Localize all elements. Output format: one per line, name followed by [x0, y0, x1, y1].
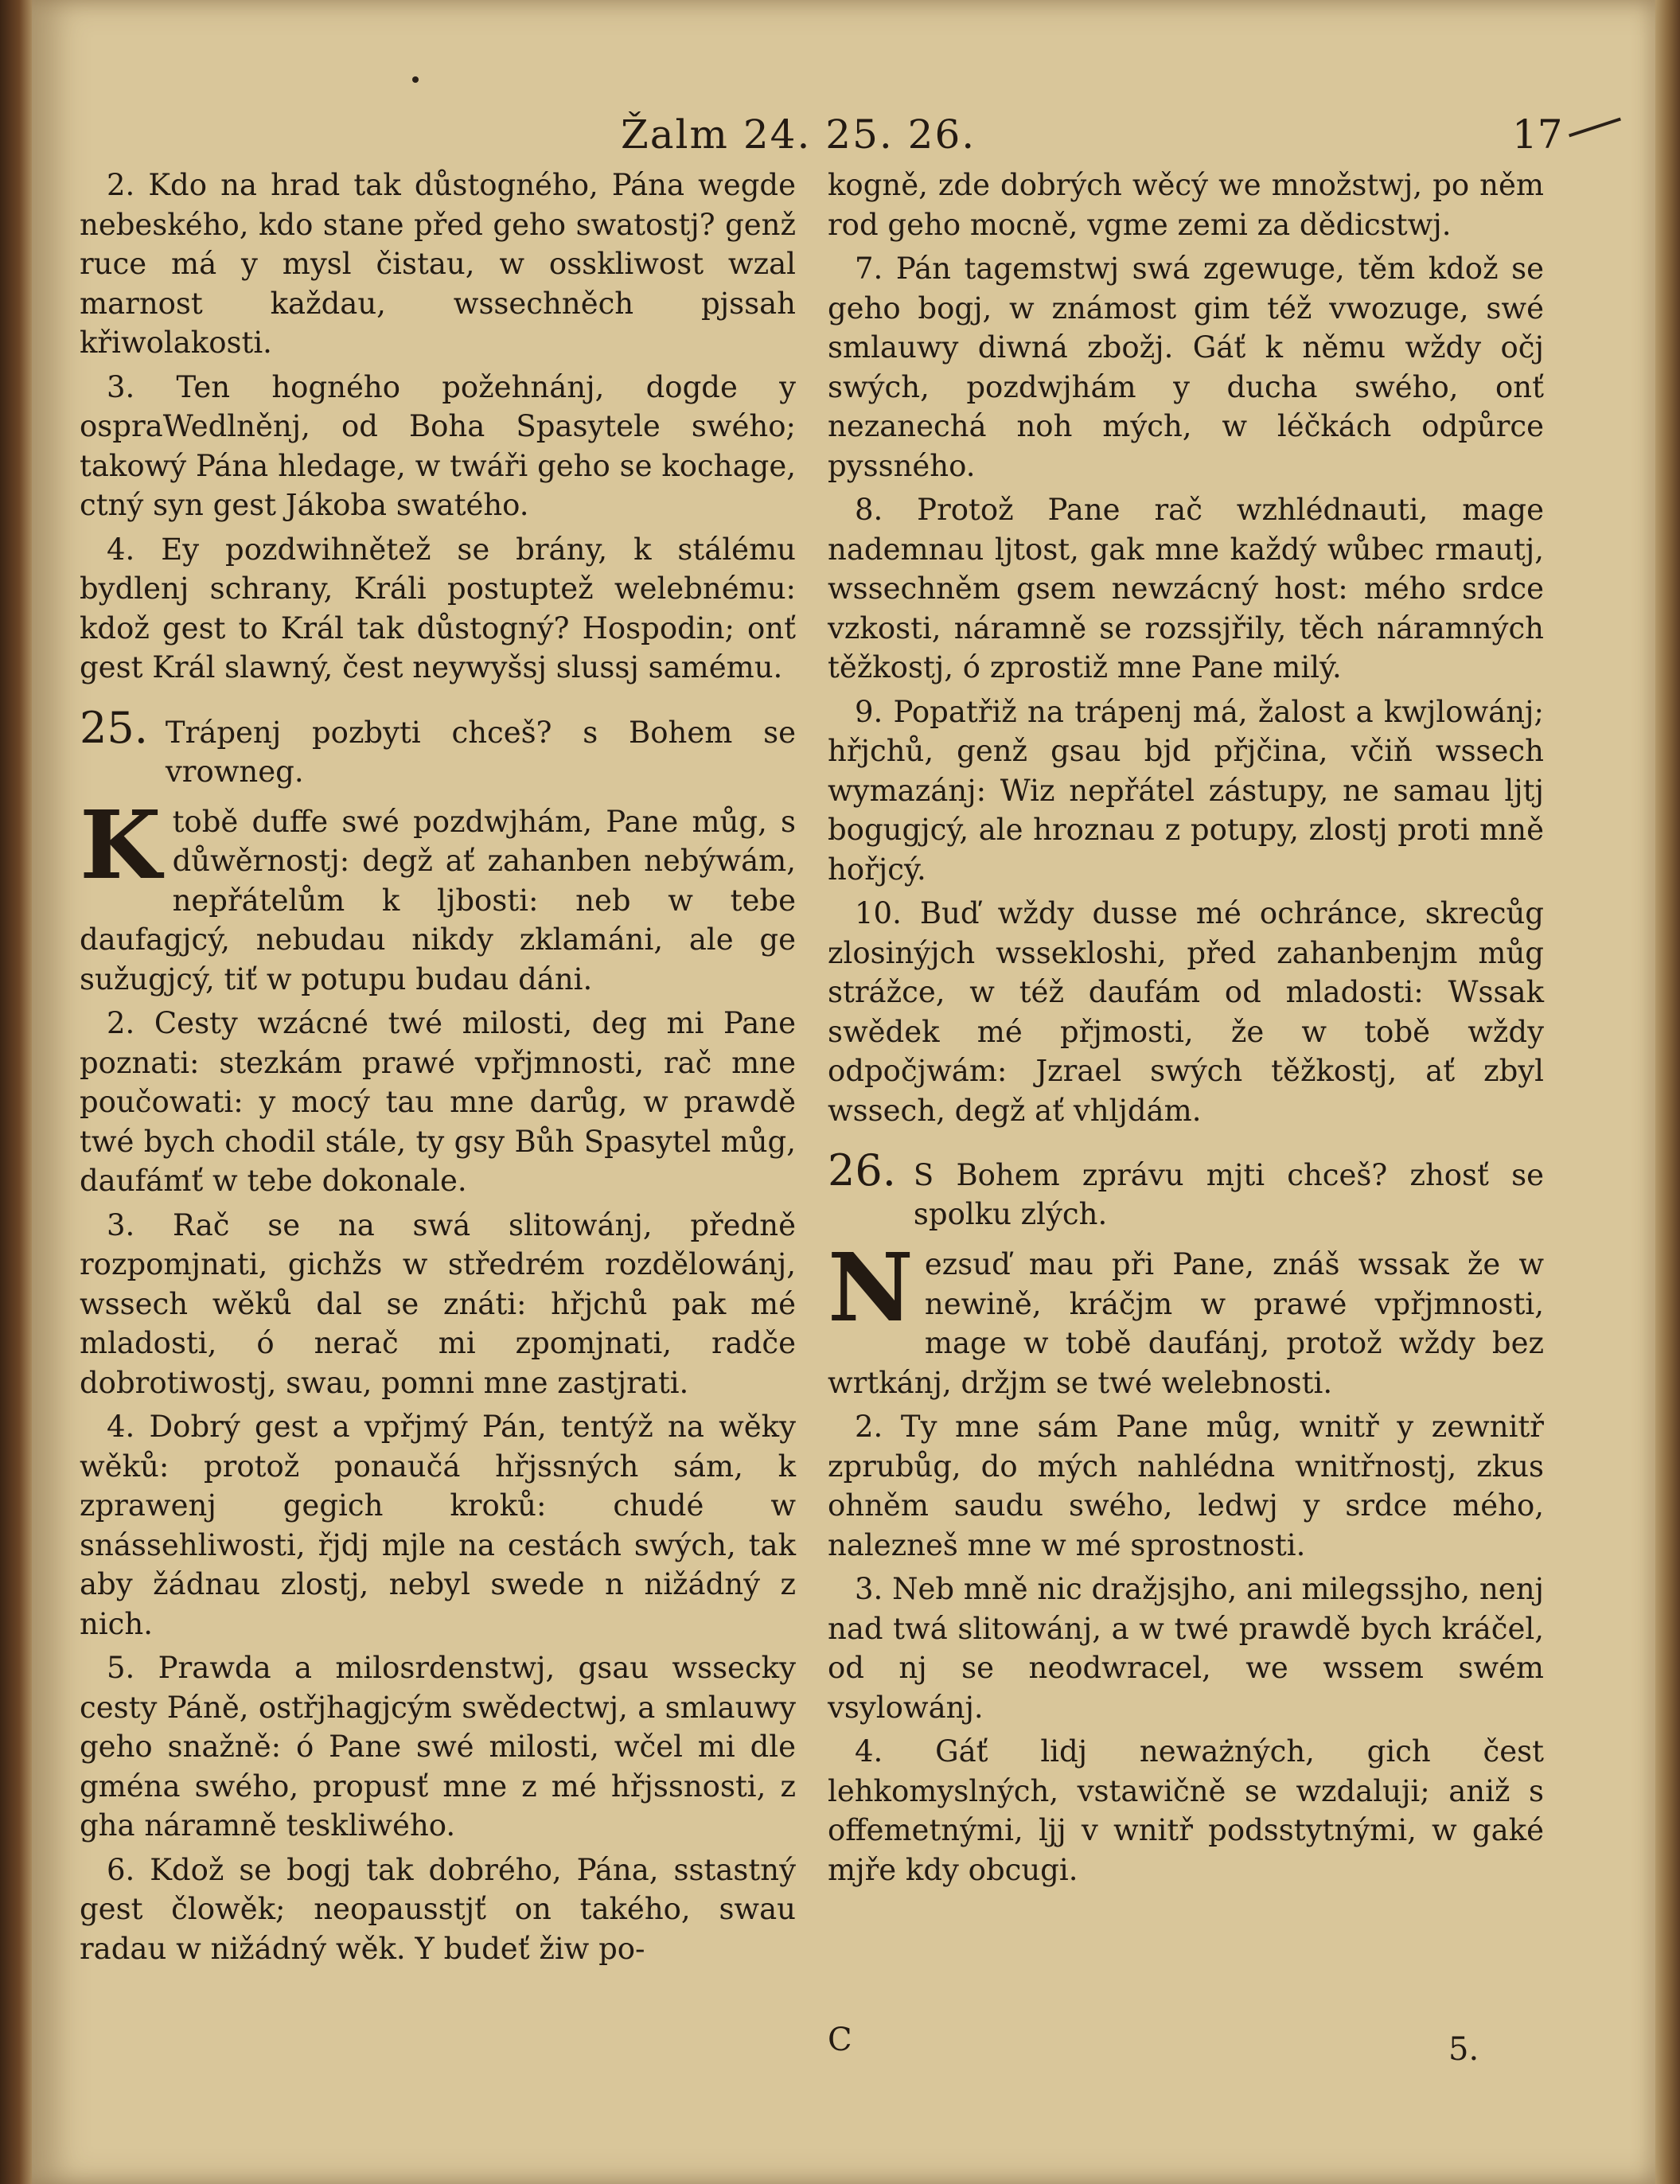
page-sheet — [32, 0, 1655, 2184]
psalm25-verse-4: 4. Dobrý gest a vpřjmý Pán, tentýž na wěky wěků: protož ponaučá hřjssných sám, k zprawenj gegich kroků: chudé w snássehliwosti, řjdj mjle na cestách swých, tak aby žádnau zlostj, nebyl swede n nižádný z nich. — [80, 1410, 796, 1641]
psalm26-verse-1-text: ezsuď mau při Pane, znáš wssak že w newině, kráčjm w prawé vpřjmnosti, mage w tobě daufánj, protož wždy bez wrtkánj, držjm se twé welebnosti. — [828, 1247, 1544, 1400]
running-head: Žalm 24. 25. 26. — [621, 111, 976, 158]
psalm26-verse-3: 3. Neb mně nic dražjsjho, ani milegssjho, nenj nad twá slitowánj, a w twé prawdě bych kráčel, od nj se neodwracel, we wssem swém vsylowánj. — [828, 1572, 1544, 1725]
psalm25-verse-9: 9. Popatřiž na trápenj má, žalost a kwjlowánj; hřjchů, genž gsau bjd přjčina, včiň wssech wymazánj: Wiz nepřátel zástupy, ne samau ljtj bogugjcý, ale hroznau z potupy, zlostj proti mně hořjcý. — [828, 694, 1544, 887]
psalm25-verse-2: 2. Cesty wzácné twé milosti, deg mi Pane poznati: stezkám prawé vpřjmnosti, rač mne poučowati: y mocý tau mne darůg, w prawdě twé bych chodil stále, ty gsy Bůh Spasytel můg, daufámť w tebe dokonale. — [80, 1006, 796, 1198]
psalm26-heading — [828, 1145, 1544, 1234]
left-column — [80, 166, 796, 1970]
psalm26-verse-1 — [828, 1232, 1544, 1402]
psalm25-number: 25. — [80, 702, 148, 753]
psalm25-dropcap: K — [80, 789, 162, 900]
psalm26-verse-4: 4. Gáť lidj neważných, gich čest lehkomyslných, vstawičně se wzdaluji; aniž s offemetnými, ljj v wnitř podsstytnými, w gaké mjře kdy obcugi. — [828, 1734, 1544, 1887]
page-number: 17 — [1512, 111, 1563, 158]
psalm25-heading — [80, 702, 796, 791]
psalm25-verse-1 — [80, 789, 796, 1000]
psalm25-verse-7: 7. Pán tagemstwj swá zgewuge, těm kdož se geho bogj, w známost gim též vwozuge, swé smlauwy diwná zbožj. Gáť k němu wždy očj swých, pozdwjhám y ducha swého, onť nezanechá noh mých, w léčkách odpůrce pyssného. — [828, 252, 1544, 483]
psalm24-verse-4: 4. Ey pozdwihnětež se brány, k stálému bydlenj schrany, Králi postuptež welebnému: kdož gest to Král tak důstogný? Hospodin; onť gest Král slawný, čest neywyšsj slussj samému. — [80, 532, 796, 684]
psalm25-verse-5: 5. Prawda a milosrdenstwj, gsau wssecky cesty Páně, ostřjhagjcým swědectwj, a smlauwy geho snažně: ó Pane swé milosti, wčel mi dle gména swého, propusť mne z mé hřjssnosti, z gha náramně teskliwého. — [80, 1651, 796, 1843]
catchword: 5. — [1448, 2031, 1479, 2068]
signature-mark: C — [828, 2022, 852, 2058]
psalm26-verse-2: 2. Ty mne sám Pane můg, wnitř y zewnitř zprubůg, do mých nahlédna wnitřnostj, zkus ohněm saudu swého, ledwj y srdce mého, nalezneš mne w mé sprostnosti. — [828, 1410, 1544, 1562]
psalm25-verse-6-continued: kogně, zde dobrých wěcý we množstwj, po něm rod geho mocně, vgme zemi za dědicstwj. — [828, 168, 1544, 242]
psalm25-verse-3: 3. Rač se na swá slitowánj, předně rozpomjnati, gichžs w středrém rozdělowánj, wssech wěků dal se znáti: hřjchů pak mé mladosti, ó nerač mi zpomjnati, radče dobrotiwostj, swau, pomni mne zastjrati. — [80, 1207, 796, 1400]
book-spine-shadow — [0, 0, 32, 2184]
ink-stroke-margin — [1569, 118, 1621, 138]
psalm26-number: 26. — [828, 1145, 896, 1195]
psalm26-summary: S Bohem zprávu mjti chceš? zhosť se spolku zlých. — [913, 1158, 1544, 1231]
psalm25-verse-8: 8. Protož Pane rač wzhlédnauti, mage nademnau ljtost, gak mne každý wůbec rmautj, wssechněm gsem newzácný host: mého srdce vzkosti, náramně se rozssjřily, těch náramných těžkostj, ó zprostiž mne Pane milý. — [828, 493, 1544, 684]
page-edge — [1655, 0, 1680, 2184]
psalm25-verse-6: 6. Kdož se bogj tak dobrého, Pána, sstastný gest člowěk; neopausstjť on takého, swau radau w nižádný wěk. Y budeť žiw po- — [80, 1852, 796, 1966]
psalm25-verse-1-text: tobě duffe swé pozdwjhám, Pane můg, s důwěrnostj: degž ať zahanben nebýwám, nepřátelům k ljbosti: neb w tebe daufagjcý, nebudau nikdy zklamáni, ale ge sužugjcý, tiť w potupu budau dáni. — [80, 804, 796, 996]
psalm24-verse-2: 2. Kdo na hrad tak důstogného, Pána wegde nebeského, kdo stane před geho swatostj? genž ruce má y mysl čistau, w osskliwost wzal marnost každau, wssechněch pjssah křiwolakosti. — [80, 168, 796, 360]
psalm26-dropcap: N — [828, 1232, 914, 1343]
psalm25-summary: Trápenj pozbyti chceš? s Bohem se vrowneg. — [165, 715, 796, 789]
psalm24-verse-3: 3. Ten hogného požehnánj, dogde y ospraWedlněnj, od Boha Spasytele swého; takowý Pána hledage, w twáři geho se kochage, ctný syn gest Jákoba swatého. — [80, 369, 796, 522]
right-column — [828, 166, 1544, 1894]
psalm25-verse-10: 10. Buď wždy dusse mé ochránce, skrecůg zlosinýjch wssekloshi, před zahanbenjm můg strážce, w též daufám od mladosti: Wssak swědek mé přjmosti, že w tobě wždy odpočjwám: Jzrael swých těžkostj, ať zbyl wssech, degž ať vhljdám. — [828, 896, 1544, 1128]
ink-speck — [412, 76, 419, 83]
